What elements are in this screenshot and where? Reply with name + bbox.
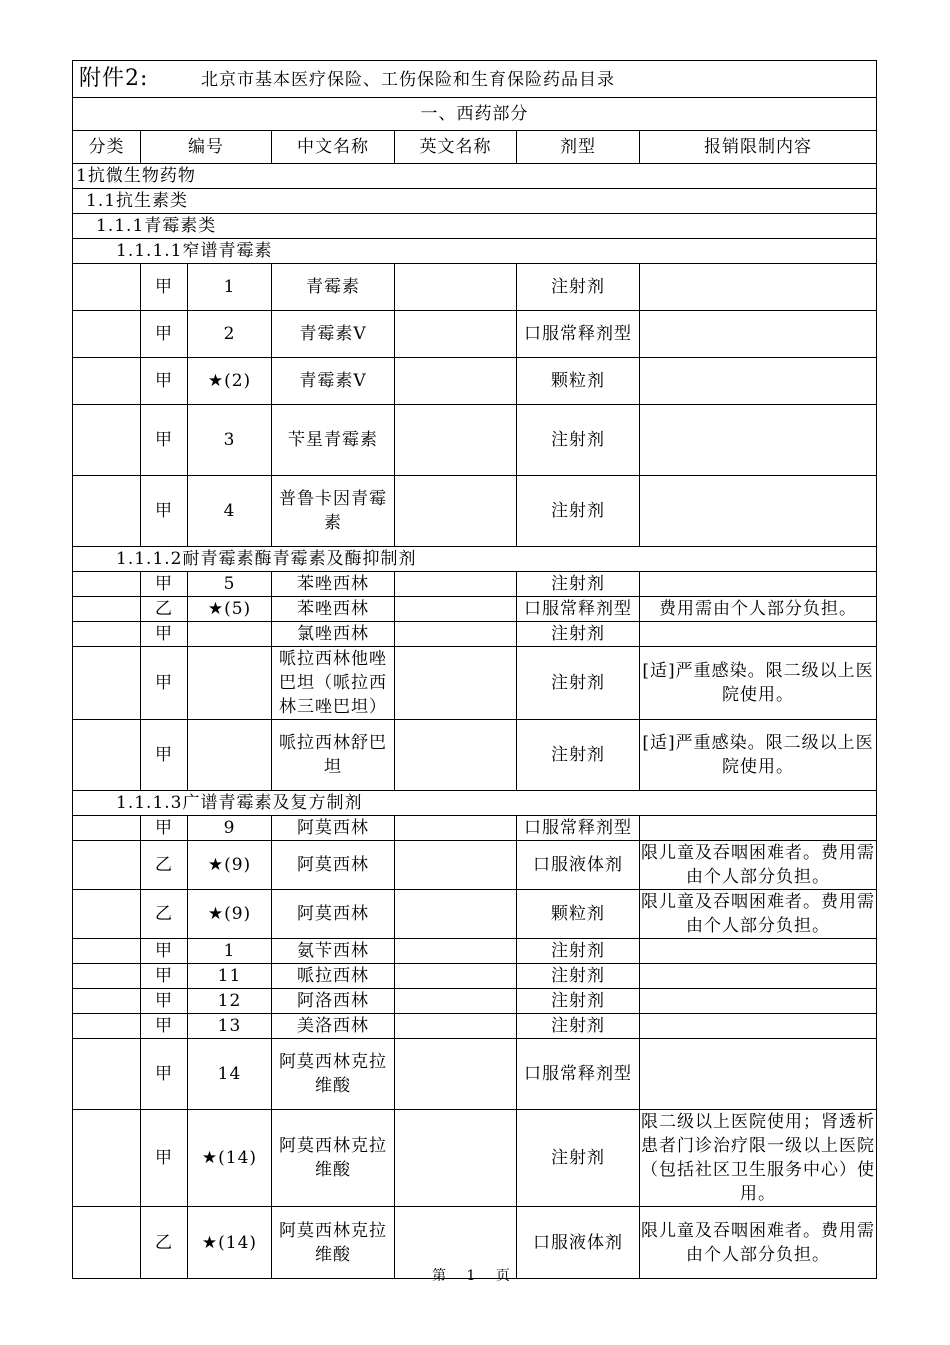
chinese-name-cell: 哌拉西林他唑巴坦（哌拉西林三唑巴坦） [272, 647, 395, 720]
table-row [73, 1039, 877, 1110]
chinese-name-cell: 美洛西林 [272, 1014, 395, 1039]
dosage-form-cell: 注射剂 [517, 476, 640, 547]
page-number: 第 1 页 [432, 1268, 518, 1284]
drug-class-cell: 甲 [141, 720, 188, 791]
english-name-cell [395, 476, 517, 547]
dosage-form-cell: 注射剂 [517, 1014, 640, 1039]
reimbursement-limit-cell [640, 989, 877, 1014]
category-blank-cell [73, 1014, 141, 1039]
english-name-cell [395, 647, 517, 720]
table-row [73, 841, 877, 890]
dosage-form-cell: 口服常释剂型 [517, 816, 640, 841]
english-name-cell [395, 841, 517, 890]
category-blank-cell [73, 476, 141, 547]
chinese-name-cell: 苄星青霉素 [272, 405, 395, 476]
english-name-cell [395, 989, 517, 1014]
english-name-cell [395, 572, 517, 597]
drug-class-cell: 甲 [141, 264, 188, 311]
header-english-name: 英文名称 [395, 131, 517, 164]
english-name-cell [395, 720, 517, 791]
drug-class-cell: 甲 [141, 1014, 188, 1039]
chinese-name-cell: 阿莫西林 [272, 841, 395, 890]
english-name-cell [395, 264, 517, 311]
chinese-name-cell: 阿莫西林克拉维酸 [272, 1039, 395, 1110]
reimbursement-limit-cell [640, 476, 877, 547]
chinese-name-cell: 哌拉西林舒巴坦 [272, 720, 395, 791]
chinese-name-cell: 阿莫西林克拉维酸 [272, 1110, 395, 1207]
category-blank-cell [73, 597, 141, 622]
table-row [73, 572, 877, 597]
english-name-cell [395, 1110, 517, 1207]
reimbursement-limit-cell [640, 264, 877, 311]
title-main: 北京市基本医疗保险、工伤保险和生育保险药品目录 [201, 69, 615, 90]
drug-number-cell: 5 [188, 572, 272, 597]
category-blank-cell [73, 841, 141, 890]
english-name-cell [395, 622, 517, 647]
reimbursement-limit-cell: 限二级以上医院使用；肾透析患者门诊治疗限一级以上医院（包括社区卫生服务中心）使用。 [640, 1110, 877, 1207]
section-heading: 1.1.1.1窄谱青霉素 [73, 239, 877, 264]
table-row [73, 1110, 877, 1207]
dosage-form-cell: 口服常释剂型 [517, 597, 640, 622]
drug-number-cell: ★(9) [188, 841, 272, 890]
drug-number-cell [188, 647, 272, 720]
drug-number-cell: 1 [188, 264, 272, 311]
drug-number-cell: 12 [188, 989, 272, 1014]
category-blank-cell [73, 1039, 141, 1110]
dosage-form-cell: 注射剂 [517, 264, 640, 311]
chinese-name-cell: 青霉素 [272, 264, 395, 311]
category-blank-cell [73, 720, 141, 791]
section-heading: 1.1抗生素类 [73, 189, 877, 214]
header-category: 分类 [73, 131, 141, 164]
dosage-form-cell: 口服液体剂 [517, 1207, 640, 1279]
table-row [73, 939, 877, 964]
chinese-name-cell: 氨苄西林 [272, 939, 395, 964]
table-row [73, 358, 877, 405]
drug-class-cell: 甲 [141, 476, 188, 547]
table-row [73, 405, 877, 476]
reimbursement-limit-cell [640, 405, 877, 476]
drug-class-cell: 乙 [141, 841, 188, 890]
dosage-form-cell: 注射剂 [517, 572, 640, 597]
drug-number-cell [188, 720, 272, 791]
category-blank-cell [73, 989, 141, 1014]
category-blank-cell [73, 572, 141, 597]
table-row [73, 264, 877, 311]
category-blank-cell [73, 964, 141, 989]
reimbursement-limit-cell [640, 622, 877, 647]
category-blank-cell [73, 1110, 141, 1207]
dosage-form-cell: 口服液体剂 [517, 841, 640, 890]
section-heading-row [73, 239, 877, 264]
drug-class-cell: 甲 [141, 405, 188, 476]
drug-number-cell: 2 [188, 311, 272, 358]
chinese-name-cell: 阿莫西林 [272, 890, 395, 939]
drug-class-cell: 甲 [141, 1110, 188, 1207]
dosage-form-cell: 注射剂 [517, 1110, 640, 1207]
drug-class-cell: 甲 [141, 647, 188, 720]
chinese-name-cell: 苯唑西林 [272, 572, 395, 597]
drug-number-cell: ★(9) [188, 890, 272, 939]
english-name-cell [395, 311, 517, 358]
dosage-form-cell: 口服常释剂型 [517, 311, 640, 358]
english-name-cell [395, 1039, 517, 1110]
section-heading-row [73, 164, 877, 189]
reimbursement-limit-cell [640, 1014, 877, 1039]
reimbursement-limit-cell: 限儿童及吞咽困难者。费用需由个人部分负担。 [640, 1207, 877, 1279]
chinese-name-cell: 阿莫西林克拉维酸 [272, 1207, 395, 1279]
reimbursement-limit-cell [640, 1039, 877, 1110]
chinese-name-cell: 哌拉西林 [272, 964, 395, 989]
section-subtitle: 一、西药部分 [73, 98, 877, 131]
section-heading-row [73, 189, 877, 214]
title-row [73, 61, 877, 98]
drug-number-cell: ★(14) [188, 1207, 272, 1279]
dosage-form-cell: 注射剂 [517, 647, 640, 720]
chinese-name-cell: 青霉素V [272, 358, 395, 405]
english-name-cell [395, 358, 517, 405]
drug-class-cell: 甲 [141, 572, 188, 597]
table-row [73, 1014, 877, 1039]
header-reimbursement-limit: 报销限制内容 [640, 131, 877, 164]
table-row [73, 622, 877, 647]
drug-class-cell: 甲 [141, 989, 188, 1014]
category-blank-cell [73, 890, 141, 939]
reimbursement-limit-cell: 限儿童及吞咽困难者。费用需由个人部分负担。 [640, 841, 877, 890]
drug-class-cell: 甲 [141, 1039, 188, 1110]
table-row [73, 964, 877, 989]
english-name-cell [395, 597, 517, 622]
chinese-name-cell: 普鲁卡因青霉素 [272, 476, 395, 547]
section-heading: 1.1.1青霉素类 [73, 214, 877, 239]
drug-number-cell [188, 622, 272, 647]
dosage-form-cell: 颗粒剂 [517, 358, 640, 405]
section-heading-row [73, 214, 877, 239]
table-row [73, 720, 877, 791]
category-blank-cell [73, 405, 141, 476]
drug-class-cell: 乙 [141, 1207, 188, 1279]
table-row [73, 890, 877, 939]
drug-class-cell: 甲 [141, 358, 188, 405]
section-heading: 1抗微生物药物 [73, 164, 877, 189]
drug-number-cell: ★(2) [188, 358, 272, 405]
english-name-cell [395, 939, 517, 964]
chinese-name-cell: 青霉素V [272, 311, 395, 358]
english-name-cell [395, 816, 517, 841]
reimbursement-limit-cell: [适]严重感染。限二级以上医院使用。 [640, 720, 877, 791]
reimbursement-limit-cell: 费用需由个人部分负担。 [640, 597, 877, 622]
category-blank-cell [73, 939, 141, 964]
header-number: 编号 [141, 131, 272, 164]
drug-number-cell: 1 [188, 939, 272, 964]
dosage-form-cell: 注射剂 [517, 939, 640, 964]
table-row [73, 476, 877, 547]
table-row [73, 989, 877, 1014]
dosage-form-cell: 口服常释剂型 [517, 1039, 640, 1110]
drug-class-cell: 乙 [141, 597, 188, 622]
drug-number-cell: 4 [188, 476, 272, 547]
chinese-name-cell: 苯唑西林 [272, 597, 395, 622]
english-name-cell [395, 964, 517, 989]
document-title [73, 61, 877, 98]
reimbursement-limit-cell [640, 816, 877, 841]
category-blank-cell [73, 816, 141, 841]
drug-class-cell: 甲 [141, 964, 188, 989]
english-name-cell [395, 405, 517, 476]
category-blank-cell [73, 647, 141, 720]
reimbursement-limit-cell [640, 572, 877, 597]
table-row [73, 311, 877, 358]
dosage-form-cell: 注射剂 [517, 720, 640, 791]
header-row [73, 131, 877, 164]
drug-class-cell: 甲 [141, 939, 188, 964]
dosage-form-cell: 注射剂 [517, 622, 640, 647]
chinese-name-cell: 阿莫西林 [272, 816, 395, 841]
reimbursement-limit-cell [640, 964, 877, 989]
drug-number-cell: 14 [188, 1039, 272, 1110]
reimbursement-limit-cell [640, 939, 877, 964]
drug-class-cell: 甲 [141, 622, 188, 647]
header-chinese-name: 中文名称 [272, 131, 395, 164]
chinese-name-cell: 阿洛西林 [272, 989, 395, 1014]
table-row [73, 647, 877, 720]
reimbursement-limit-cell [640, 311, 877, 358]
reimbursement-limit-cell: 限儿童及吞咽困难者。费用需由个人部分负担。 [640, 890, 877, 939]
drug-class-cell: 甲 [141, 816, 188, 841]
dosage-form-cell: 注射剂 [517, 964, 640, 989]
chinese-name-cell: 氯唑西林 [272, 622, 395, 647]
dosage-form-cell: 注射剂 [517, 405, 640, 476]
reimbursement-limit-cell [640, 358, 877, 405]
drug-catalog-table [72, 60, 877, 1279]
drug-number-cell: ★(14) [188, 1110, 272, 1207]
table-row [73, 816, 877, 841]
section-heading-row [73, 791, 877, 816]
english-name-cell [395, 890, 517, 939]
drug-number-cell: 3 [188, 405, 272, 476]
drug-number-cell: 11 [188, 964, 272, 989]
category-blank-cell [73, 358, 141, 405]
drug-number-cell: ★(5) [188, 597, 272, 622]
category-blank-cell [73, 311, 141, 358]
title-prefix: 附件2: [79, 65, 149, 91]
drug-number-cell: 13 [188, 1014, 272, 1039]
drug-class-cell: 乙 [141, 890, 188, 939]
category-blank-cell [73, 264, 141, 311]
dosage-form-cell: 注射剂 [517, 989, 640, 1014]
drug-class-cell: 甲 [141, 311, 188, 358]
category-blank-cell [73, 622, 141, 647]
drug-number-cell: 9 [188, 816, 272, 841]
dosage-form-cell: 颗粒剂 [517, 890, 640, 939]
reimbursement-limit-cell: [适]严重感染。限二级以上医院使用。 [640, 647, 877, 720]
section-heading-row [73, 547, 877, 572]
section-heading: 1.1.1.2耐青霉素酶青霉素及酶抑制剂 [73, 547, 877, 572]
subtitle-row [73, 98, 877, 131]
section-heading: 1.1.1.3广谱青霉素及复方制剂 [73, 791, 877, 816]
table-row [73, 597, 877, 622]
english-name-cell [395, 1014, 517, 1039]
header-dosage-form: 剂型 [517, 131, 640, 164]
